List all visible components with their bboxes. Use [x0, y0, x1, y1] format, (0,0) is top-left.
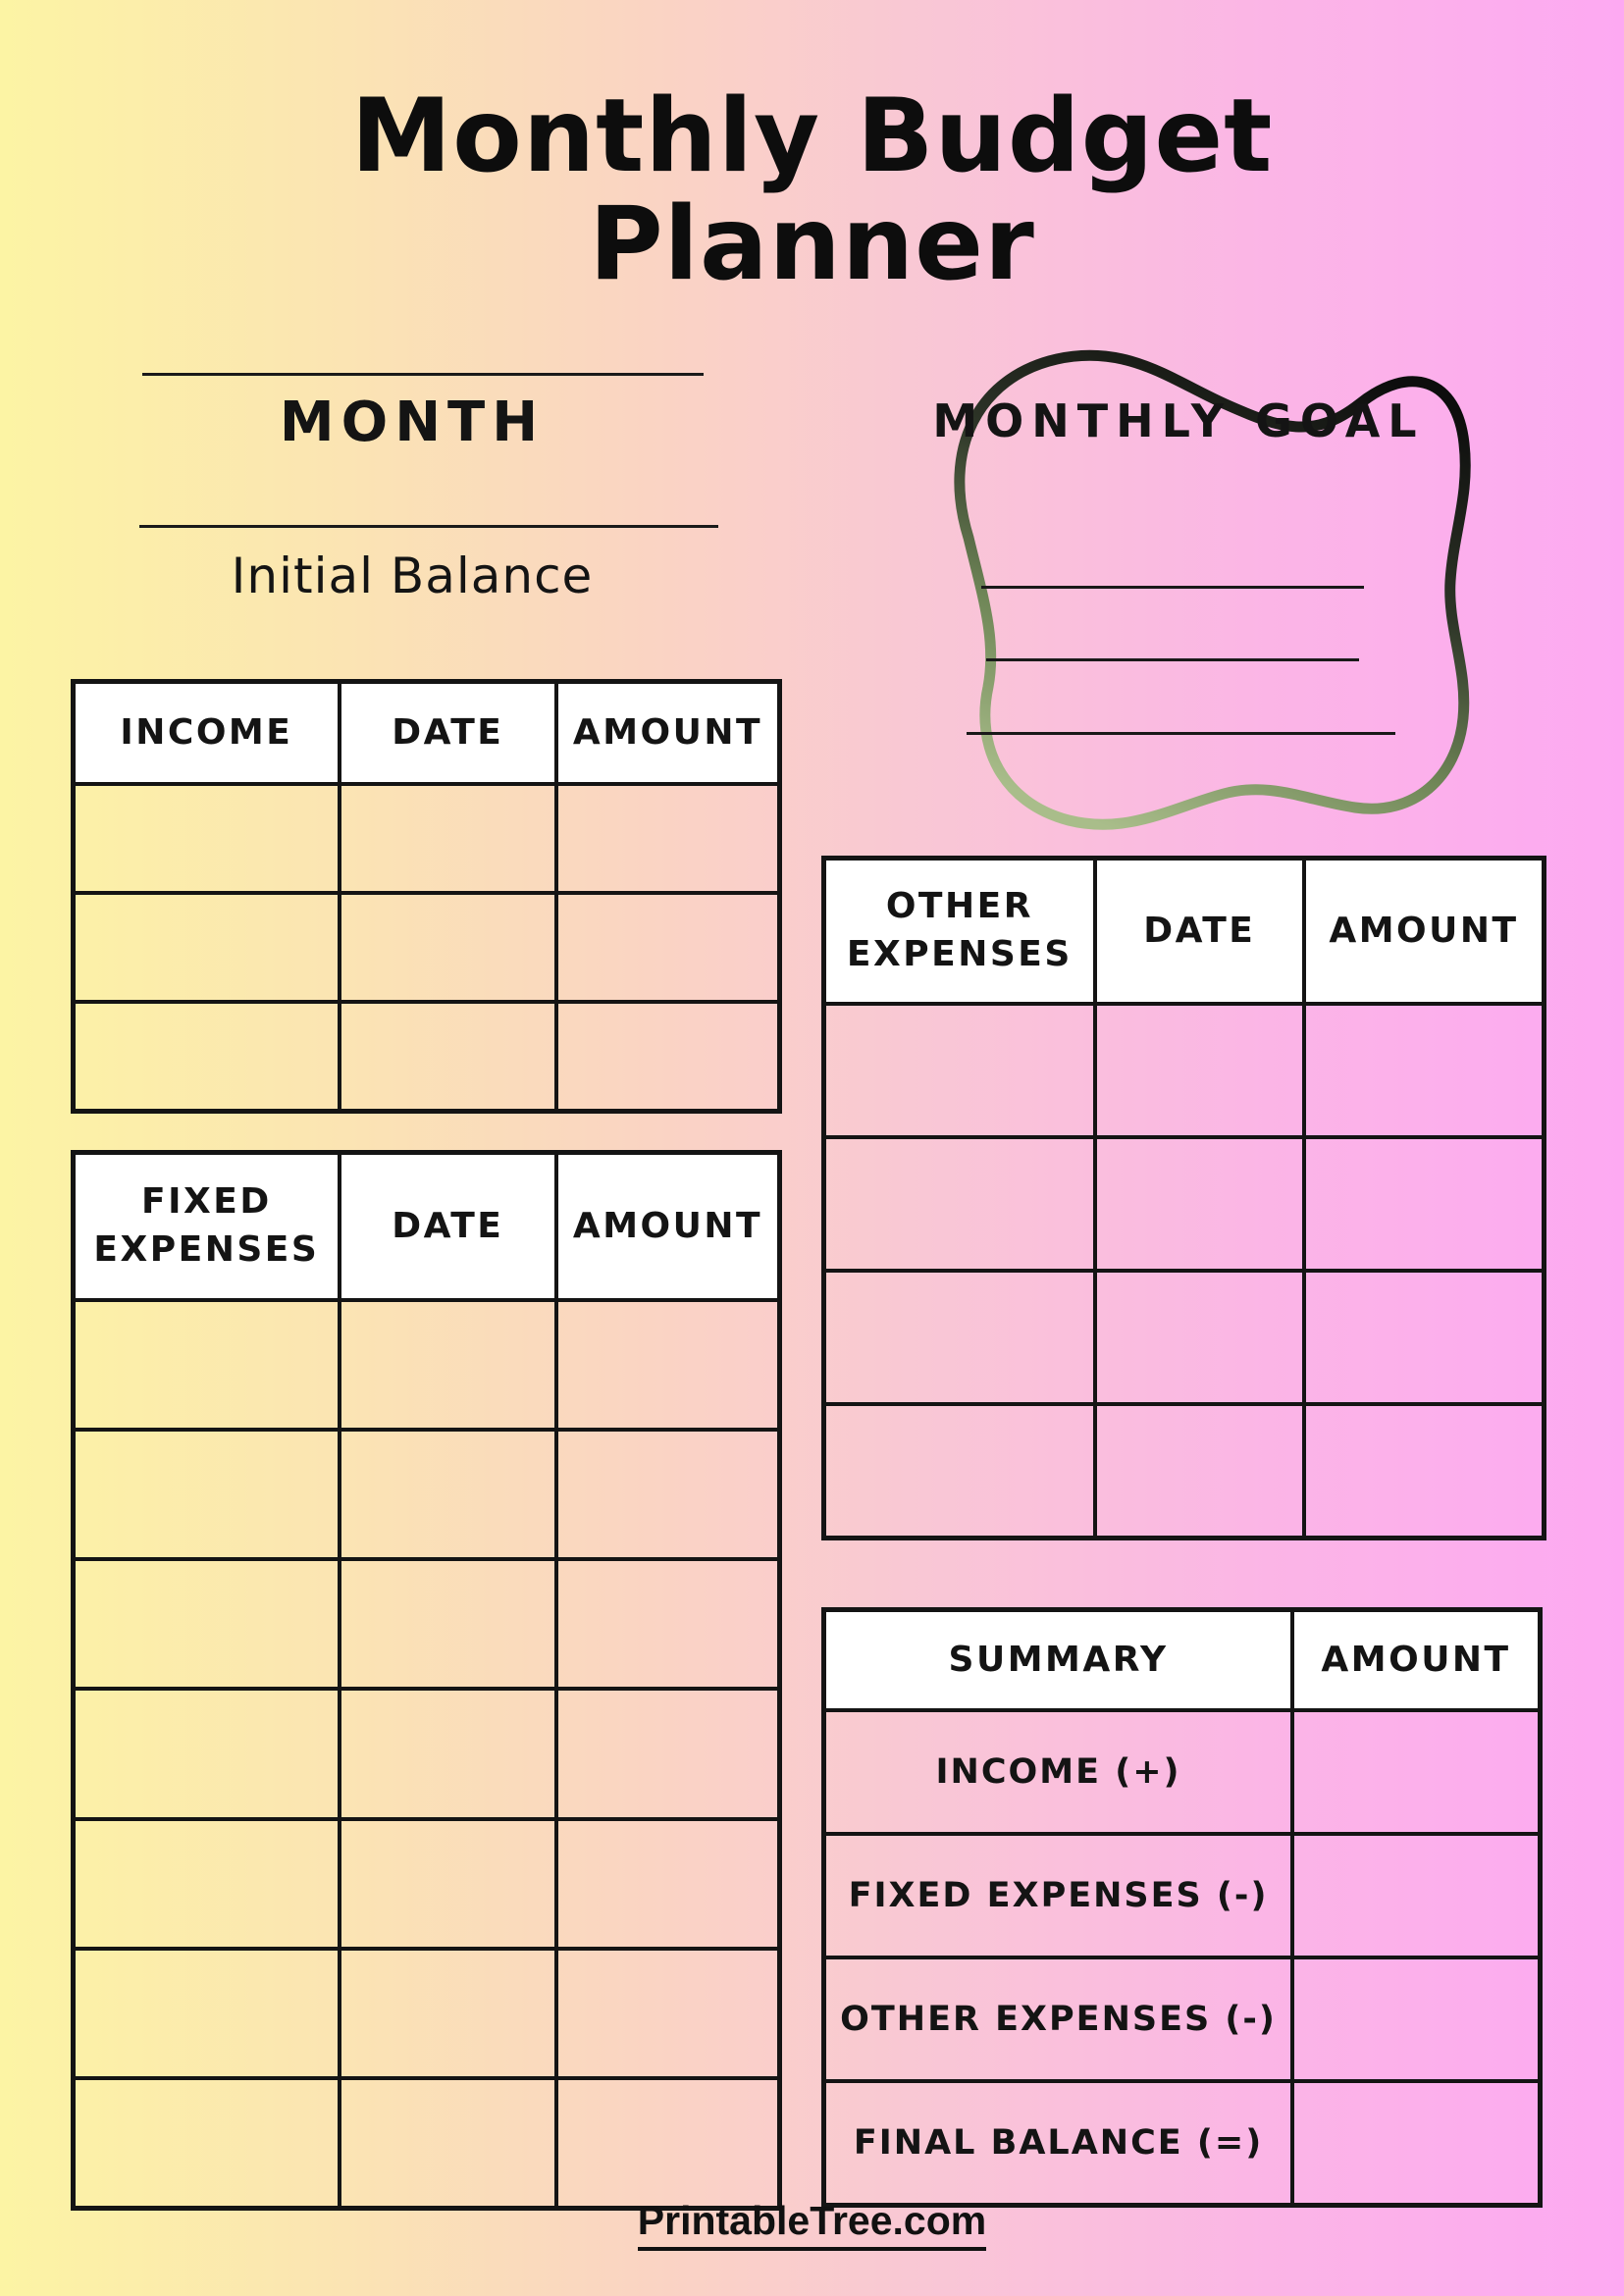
income-table-header-income: INCOME — [74, 682, 340, 784]
blank-cell[interactable] — [1095, 1004, 1304, 1137]
footer — [0, 2198, 1624, 2244]
other-expenses-table — [821, 856, 1546, 1540]
blank-cell[interactable] — [340, 1430, 556, 1559]
blank-cell[interactable] — [74, 893, 340, 1002]
summary-row-label-other-expenses: OTHER EXPENSES (-) — [824, 1957, 1292, 2081]
page-title — [0, 78, 1624, 304]
blank-cell[interactable] — [824, 1404, 1095, 1538]
blank-cell[interactable] — [74, 1559, 340, 1689]
income-table-header-date: DATE — [340, 682, 556, 784]
summary-amount-cell-final-balance[interactable] — [1292, 2081, 1540, 2205]
initial-balance-writing-line[interactable] — [139, 525, 718, 528]
page-title-line2: Planner — [589, 185, 1035, 304]
blank-cell[interactable] — [556, 2078, 779, 2208]
monthly-goal-card — [878, 285, 1479, 836]
monthly-goal-title: MONTHLY GOAL — [932, 394, 1425, 447]
blank-cell[interactable] — [556, 1002, 779, 1111]
fixed-table-header-date: DATE — [340, 1153, 556, 1300]
fixed-table-header-fixed-expenses: FIXED EXPENSES — [74, 1153, 340, 1300]
blank-cell[interactable] — [556, 784, 779, 893]
blank-cell[interactable] — [340, 784, 556, 893]
blank-cell[interactable] — [556, 1949, 779, 2078]
blank-cell[interactable] — [1095, 1271, 1304, 1404]
summary-row-label-final-balance: FINAL BALANCE (=) — [824, 2081, 1292, 2205]
blank-cell[interactable] — [74, 1002, 340, 1111]
blank-cell[interactable] — [74, 1689, 340, 1818]
blank-cell[interactable] — [556, 1559, 779, 1689]
blank-cell[interactable] — [1095, 1137, 1304, 1271]
other-table-header-date: DATE — [1095, 859, 1304, 1004]
blank-cell[interactable] — [1304, 1137, 1544, 1271]
summary-table — [821, 1607, 1543, 2208]
blank-cell[interactable] — [340, 1819, 556, 1949]
summary-amount-cell-other-expenses[interactable] — [1292, 1957, 1540, 2081]
income-table-header-amount: AMOUNT — [556, 682, 779, 784]
blank-cell[interactable] — [556, 1689, 779, 1818]
page-title-line1: Monthly Budget — [350, 78, 1274, 195]
goal-blob-outline-icon — [878, 285, 1479, 836]
summary-amount-cell-income[interactable] — [1292, 1710, 1540, 1834]
blank-cell[interactable] — [556, 1300, 779, 1430]
summary-row-label-income: INCOME (+) — [824, 1710, 1292, 1834]
goal-writing-line[interactable] — [981, 586, 1364, 589]
summary-table-header-amount: AMOUNT — [1292, 1610, 1540, 1710]
footer-site-link[interactable]: PrintableTree.com — [638, 2198, 986, 2251]
summary-amount-cell-fixed-expenses[interactable] — [1292, 1834, 1540, 1957]
month-label: MONTH — [279, 391, 546, 454]
blank-cell[interactable] — [1304, 1004, 1544, 1137]
fixed-table-header-amount: AMOUNT — [556, 1153, 779, 1300]
other-table-header-other-expenses: OTHER EXPENSES — [824, 859, 1095, 1004]
blank-cell[interactable] — [824, 1271, 1095, 1404]
blank-cell[interactable] — [340, 893, 556, 1002]
blank-cell[interactable] — [340, 1002, 556, 1111]
initial-balance-label: Initial Balance — [231, 548, 594, 604]
blank-cell[interactable] — [340, 1689, 556, 1818]
blank-cell[interactable] — [1304, 1271, 1544, 1404]
blank-cell[interactable] — [74, 784, 340, 893]
blank-cell[interactable] — [824, 1137, 1095, 1271]
blank-cell[interactable] — [340, 1300, 556, 1430]
blank-cell[interactable] — [74, 2078, 340, 2208]
blank-cell[interactable] — [556, 1819, 779, 1949]
blank-cell[interactable] — [74, 1300, 340, 1430]
fixed-expenses-table — [71, 1150, 782, 2211]
blank-cell[interactable] — [340, 1949, 556, 2078]
blank-cell[interactable] — [1304, 1404, 1544, 1538]
income-table — [71, 679, 782, 1114]
blank-cell[interactable] — [340, 1559, 556, 1689]
goal-writing-line[interactable] — [967, 732, 1395, 735]
blank-cell[interactable] — [74, 1949, 340, 2078]
blank-cell[interactable] — [556, 1430, 779, 1559]
summary-row-label-fixed-expenses: FIXED EXPENSES (-) — [824, 1834, 1292, 1957]
blank-cell[interactable] — [340, 2078, 556, 2208]
month-writing-line[interactable] — [142, 373, 704, 376]
blank-cell[interactable] — [74, 1430, 340, 1559]
blank-cell[interactable] — [556, 893, 779, 1002]
blank-cell[interactable] — [1095, 1404, 1304, 1538]
other-table-header-amount: AMOUNT — [1304, 859, 1544, 1004]
summary-table-header-summary: SUMMARY — [824, 1610, 1292, 1710]
blank-cell[interactable] — [824, 1004, 1095, 1137]
blank-cell[interactable] — [74, 1819, 340, 1949]
goal-writing-line[interactable] — [986, 658, 1359, 661]
